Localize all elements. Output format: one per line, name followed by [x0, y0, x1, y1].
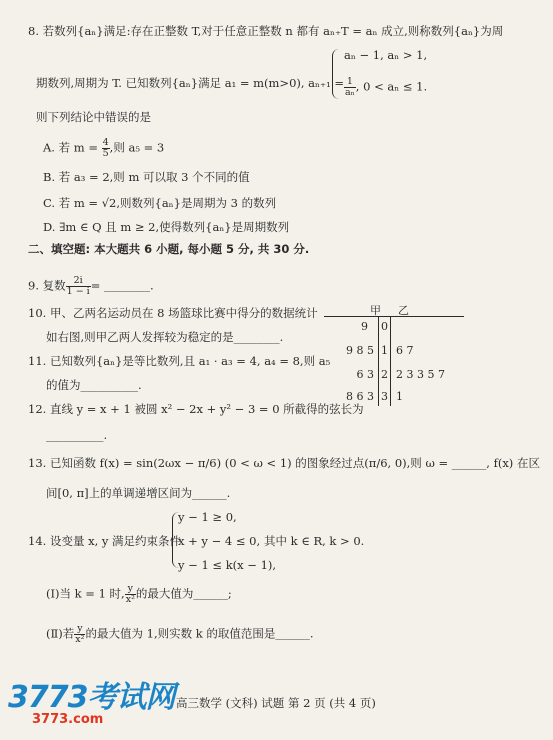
part2-fraction: [74, 624, 85, 645]
stem-row-right: 1: [396, 390, 403, 403]
part2-suffix: 的最大值为 1,则实数 k 的取值范围是______.: [85, 626, 314, 641]
stem-header-left: 甲: [370, 304, 381, 317]
q13-line1: 13. 已知函数 f(x) = sin(2ωx − π/6) (0 < ω < 1) 的图象经过点(π/6, 0),则 ω = ______, f(x) 在区: [28, 456, 540, 470]
q8-option-c: C. 若 m = √2,则数列{aₙ}是周期为 3 的数列: [43, 196, 277, 210]
q8-option-b: B. 若 a₃ = 2,则 m 可以取 3 个不同的值: [43, 170, 250, 184]
watermark-logo: [8, 672, 175, 727]
stem-row-right: 2 3 3 5 7: [396, 368, 445, 381]
stem-row-stem: 3: [381, 390, 388, 403]
fraction-denominator: x²: [75, 633, 85, 645]
q8-option-d: D. ∃m ∈ Q 且 m ≥ 2,使得数列{aₙ}是周期数列: [43, 220, 290, 234]
fraction-numerator: 2i: [66, 276, 91, 287]
stem-leaf-plot: [324, 306, 464, 410]
stem-divider-left: [378, 316, 379, 406]
stem-row-stem: 1: [381, 344, 388, 357]
q8-case1: aₙ − 1, aₙ > 1,: [344, 48, 428, 62]
q8-option-a: [43, 138, 164, 159]
q9: [28, 276, 154, 297]
fraction-denominator: 1 − i: [66, 285, 90, 297]
q14-constraint-1: y − 1 ≥ 0,: [178, 510, 237, 524]
q8-line1: 8. 若数列{aₙ}满足:存在正整数 T,对于任意正整数 n 都有 aₙ₊T = aₙ 成立,则称数列{aₙ}为周: [28, 24, 504, 38]
option-a-prefix: A. 若 m =: [43, 140, 98, 155]
q12-line2: __________.: [46, 428, 108, 442]
q8-case2-condition: , 0 < aₙ ≤ 1.: [355, 79, 428, 94]
q13-line2: 间[0, π]上的单调递增区间为______.: [46, 486, 231, 500]
fraction-numerator: 1: [344, 77, 356, 88]
q8-line3: 则下列结论中错误的是: [36, 110, 151, 124]
stem-row-right: 6 7: [396, 344, 414, 357]
part2-prefix: (Ⅱ)若: [46, 626, 75, 641]
q10-line1: 10. 甲、乙两名运动员在 8 场篮球比赛中得分的数据统计: [28, 306, 318, 320]
q14-part1: [46, 584, 232, 605]
fraction-numerator: y: [125, 584, 136, 595]
stem-row-stem: 0: [381, 320, 388, 333]
q14-condition: 其中 k ∈ R, k > 0.: [264, 534, 365, 548]
page-footer: 高三数学 (文科) 试题 第 2 页 (共 4 页): [176, 696, 376, 710]
watermark-sub: 3773.com: [32, 712, 104, 727]
q14-prefix: 14. 设变量 x, y 满足约束条件: [28, 534, 182, 548]
q9-fraction: [66, 276, 91, 297]
option-a-suffix: ,则 a₅ = 3: [109, 140, 165, 155]
part1-prefix: (Ⅰ)当 k = 1 时,: [46, 586, 125, 601]
part1-suffix: 的最大值为______;: [135, 586, 232, 601]
stem-row-left: 9 8 5: [346, 344, 374, 357]
q8-case2-fraction: [344, 77, 356, 98]
q11-line1: 11. 已知数列{aₙ}是等比数列,且 a₁ · a₃ = 4, a₄ = 8,则 a₅: [28, 354, 331, 368]
q9-prefix: 9. 复数: [28, 278, 66, 293]
q12-line1: 12. 直线 y = x + 1 被圆 x² − 2x + y² − 3 = 0 所截得的弦长为: [28, 402, 364, 416]
stem-row-left: 8 6 3: [346, 390, 374, 403]
fraction-denominator: aₙ: [345, 86, 355, 98]
stem-header-right: 乙: [398, 304, 409, 317]
stem-row-left: 6 3: [356, 368, 374, 381]
part1-fraction: [125, 584, 136, 605]
fraction-denominator: 5: [102, 147, 109, 159]
stem-row-stem: 2: [381, 368, 388, 381]
q8-line2: 期数列,周期为 T. 已知数列{aₙ}满足 a₁ = m(m>0), aₙ₊₁ =: [36, 76, 344, 90]
fraction-numerator: y: [74, 624, 85, 635]
stem-header-rule: [324, 316, 464, 317]
watermark-main: 3773考试网: [8, 680, 175, 715]
stem-row-left: 9: [361, 320, 368, 333]
q10-line2: 如右图,则甲乙两人发挥较为稳定的是________.: [46, 330, 284, 344]
q14-constraint-2: x + y − 4 ≤ 0,: [178, 534, 261, 548]
fraction-numerator: 4: [102, 137, 109, 148]
section-heading: 二、填空题: 本大题共 6 小题, 每小题 5 分, 共 30 分.: [28, 242, 310, 256]
q8-case2: [344, 77, 427, 98]
stem-divider-right: [390, 316, 391, 406]
fraction-denominator: x²: [125, 593, 135, 605]
option-a-fraction: [102, 138, 110, 159]
q14-constraint-3: y − 1 ≤ k(x − 1),: [178, 558, 277, 572]
q14-part2: [46, 624, 314, 645]
q11-line2: 的值为__________.: [46, 378, 142, 392]
q8-piecewise-brace: [332, 49, 343, 99]
q9-suffix: = ________.: [90, 278, 154, 293]
